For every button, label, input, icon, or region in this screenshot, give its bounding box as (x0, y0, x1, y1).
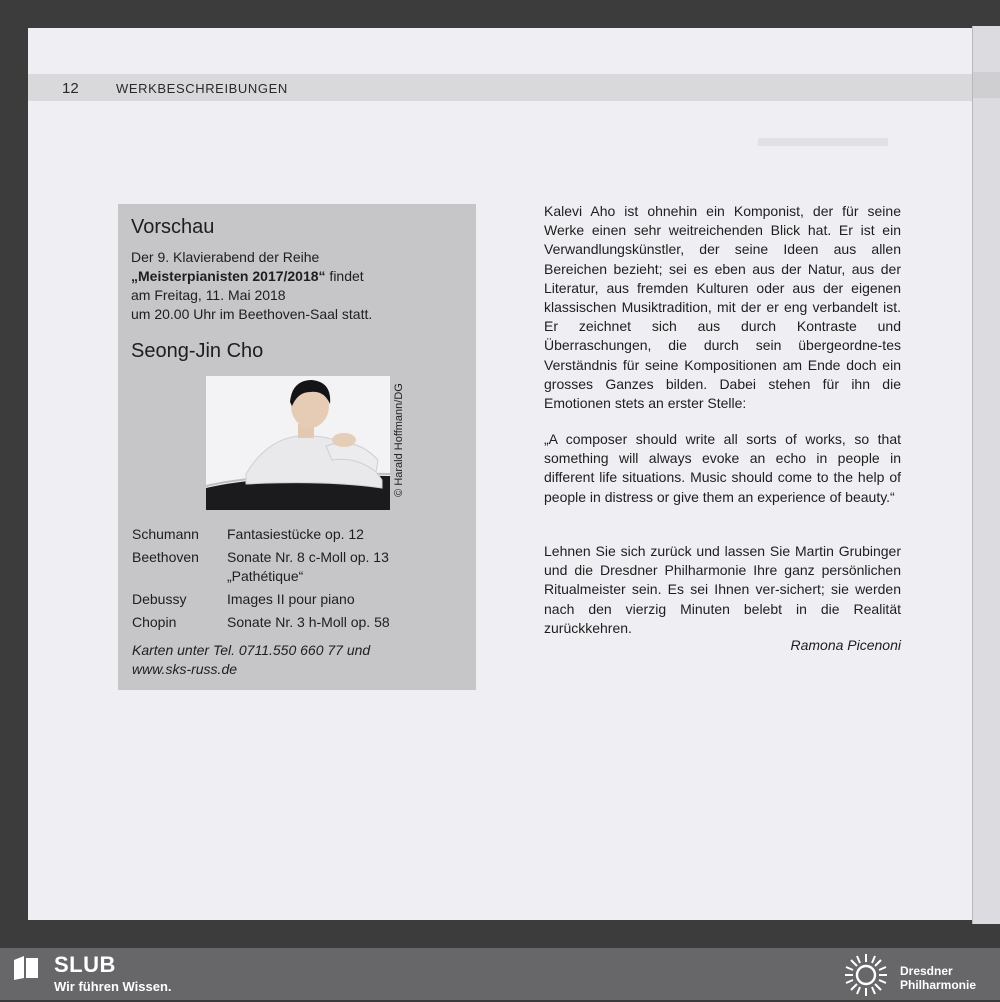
philharmonie-name-line-2: Philharmonie (900, 978, 977, 992)
program-work: Fantasiestücke op. 12 (227, 526, 364, 542)
dresdner-philharmonie-logo-icon (842, 952, 890, 998)
slub-name: SLUB (54, 952, 116, 977)
philharmonie-name-line-1: Dresdner (900, 964, 953, 978)
intro-line: am Freitag, 11. Mai 2018 (131, 287, 286, 303)
ticket-website: www.sks-russ.de (132, 661, 238, 677)
program-work: Sonate Nr. 8 c-Moll op. 13 (227, 549, 389, 565)
photo-credit-text: © Harald Hoffmann/DG (393, 383, 405, 497)
preview-heading: Vorschau (131, 216, 215, 238)
article-quote: „A composer should write all sorts of works, so that something will always evoke an echo in people in different life situations. Music should come to the help of people in distress or give them an experience of beauty.“ (544, 431, 901, 505)
program-work: Sonate Nr. 3 h-Moll op. 58 (227, 614, 390, 630)
artist-photo (206, 376, 390, 510)
article-paragraph: Kalevi Aho ist ohnehin ein Komponist, der für seine Werke einen sehr weitreichenden Blick hat. Er ist ein Verwandlungskünstler, der seine Ideen aus allen Bereichen bezieht; sei es eben aus der Natur, aus der Literatur, aus fremden Kulturen oder aus der eigenen klassischen Musiktradition, mit der er eng verbandelt ist. Er zeichnet sich aus durch Kontraste und Überraschungen, die durch sein übergeordne-tes Verständnis für seine Kompositionen am Ende doch ein grosses Ganzes bilden. Dabei stehen für ihn die Emotionen stets an erster Stelle: (544, 203, 901, 412)
bleed-through: ▬▬▬▬▬ (758, 122, 888, 152)
series-name: „Meisterpianisten 2017/2018“ (131, 268, 326, 284)
author-signature: Ramona Picenoni (790, 637, 901, 653)
next-page-edge (972, 26, 1000, 924)
photo-credit (390, 376, 408, 510)
ticket-info: Karten unter Tel. 0711.550 660 77 und (132, 642, 371, 658)
program-composer: Beethoven (132, 549, 199, 565)
program-composer: Schumann (132, 526, 199, 542)
section-title: WERKBESCHREIBUNGEN (116, 81, 288, 96)
slub-tagline: Wir führen Wissen. (54, 979, 172, 994)
program-composer: Debussy (132, 591, 187, 607)
page-number: 12 (62, 80, 79, 97)
slub-logo-icon (12, 956, 40, 980)
intro-line: um 20.00 Uhr im Beethoven-Saal statt. (131, 306, 373, 322)
intro-line-rest: findet (325, 268, 364, 284)
program-composer: Chopin (132, 614, 177, 630)
program-work-subtitle: „Pathétique“ (227, 568, 304, 584)
intro-line-series (131, 268, 364, 284)
program-work: Images II pour piano (227, 591, 355, 607)
article-paragraph: Lehnen Sie sich zurück und lassen Sie Martin Grubinger und die Dresdner Philharmonie Ihre ganz persönlichen Ritualmeister sein. Es sei Ihnen ver-sichert; sie werden nach den vierzig Minuten belebt in die Realität zurückkehren. (544, 543, 901, 636)
artist-name: Seong-Jin Cho (131, 340, 264, 362)
intro-line: Der 9. Klavierabend der Reihe (131, 249, 320, 265)
